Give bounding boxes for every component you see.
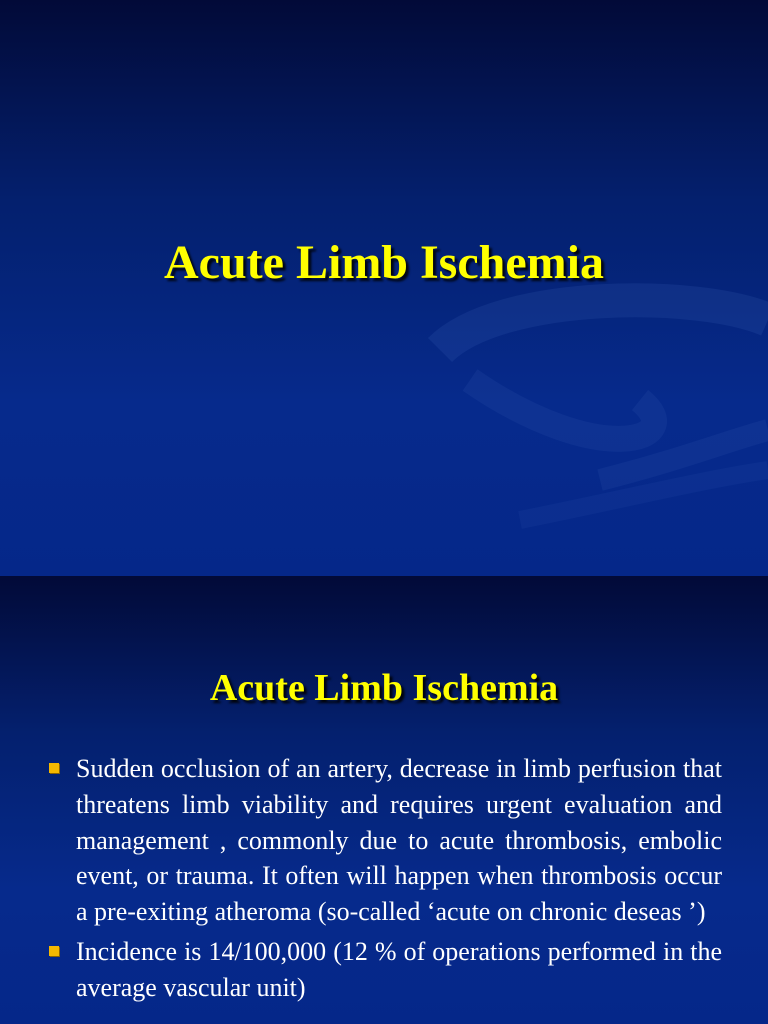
content-slide: [0, 576, 768, 1024]
bullet-text: Sudden occlusion of an artery, decrease in limb perfusion that threatens limb viability and requires urgent evaluation and management , commonly due to acute thrombosis, embolic event, or trauma. It often will happen when thrombosis occur a pre-exiting atheroma (so-called ‘acute on chronic deseas ’): [76, 754, 722, 927]
bullet-item-incidence: [46, 934, 722, 1006]
bullet-list: [46, 751, 722, 1010]
square-bullet-icon: [49, 946, 59, 956]
square-bullet-icon: [49, 763, 59, 773]
bullet-item-definition: [46, 751, 722, 930]
slide-heading: Acute Limb Ischemia: [209, 667, 559, 709]
bullet-text: Incidence is 14/100,000 (12 % of operations performed in the average vascular unit): [76, 936, 722, 1002]
slide-title: Acute Limb Ischemia: [164, 236, 604, 289]
